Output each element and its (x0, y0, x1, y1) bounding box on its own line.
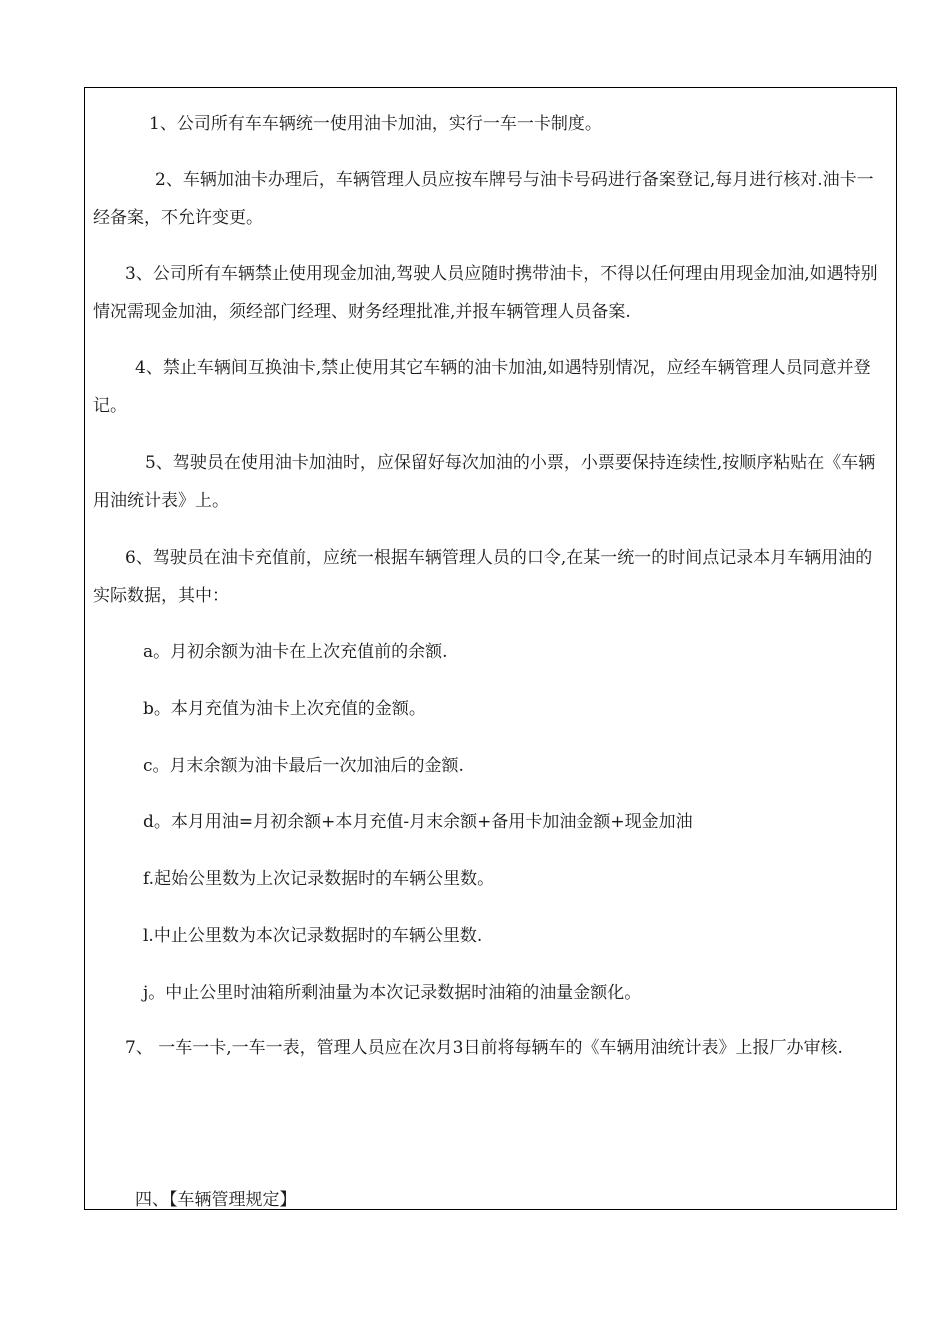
section-heading: 四、【车辆管理规定】 (135, 1190, 297, 1210)
paragraph-2: 2、车辆加油卡办理后，车辆管理人员应按车牌号与油卡号码进行备案登记,每月进行核对.油卡一经备案，不允许变更。 (93, 170, 874, 228)
paragraph-6f: f.起始公里数为上次记录数据时的车辆公里数。 (143, 869, 495, 889)
paragraph-6: 6、驾驶员在油卡充值前，应统一根据车辆管理人员的口令,在某一统一的时间点记录本月车辆用油的实际数据，其中： (93, 548, 873, 606)
paragraph-6j: j。中止公里时油箱所剩油量为本次记录数据时油箱的油量金额化。 (143, 983, 642, 1003)
paragraph-4: 4、禁止车辆间互换油卡,禁止使用其它车辆的油卡加油,如遇特别情况，应经车辆管理人员同意并登记。 (93, 358, 871, 416)
paragraph-5: 5、驾驶员在使用油卡加油时，应保留好每次加油的小票，小票要保持连续性,按顺序粘贴在《车辆用油统计表》上。 (93, 453, 876, 511)
paragraph-6a: a。月初余额为油卡在上次充值前的余额. (143, 642, 448, 662)
paragraph-6c: c。月末余额为油卡最后一次加油后的金额. (143, 756, 464, 776)
paragraph-6b: b。本月充值为油卡上次充值的金额。 (143, 699, 426, 719)
paragraph-3: 3、公司所有车辆禁止使用现金加油,驾驶人员应随时携带油卡，不得以任何理由用现金加油,如遇特别情况需现金加油，须经部门经理、财务经理批准,并报车辆管理人员备案. (93, 264, 878, 322)
paragraph-6d: d。本月用油=月初余额+本月充值-月末余额+备用卡加油金额+现金加油 (143, 812, 693, 832)
paragraph-6l: l.中止公里数为本次记录数据时的车辆公里数. (143, 926, 483, 946)
paragraph-7: 7、 一车一卡,一车一表，管理人员应在次月3日前将每辆车的《车辆用油统计表》上报厂办审核. (125, 1038, 843, 1058)
paragraph-1: 1、公司所有车车辆统一使用油卡加油，实行一车一卡制度。 (149, 114, 602, 134)
document-frame (84, 87, 897, 1210)
